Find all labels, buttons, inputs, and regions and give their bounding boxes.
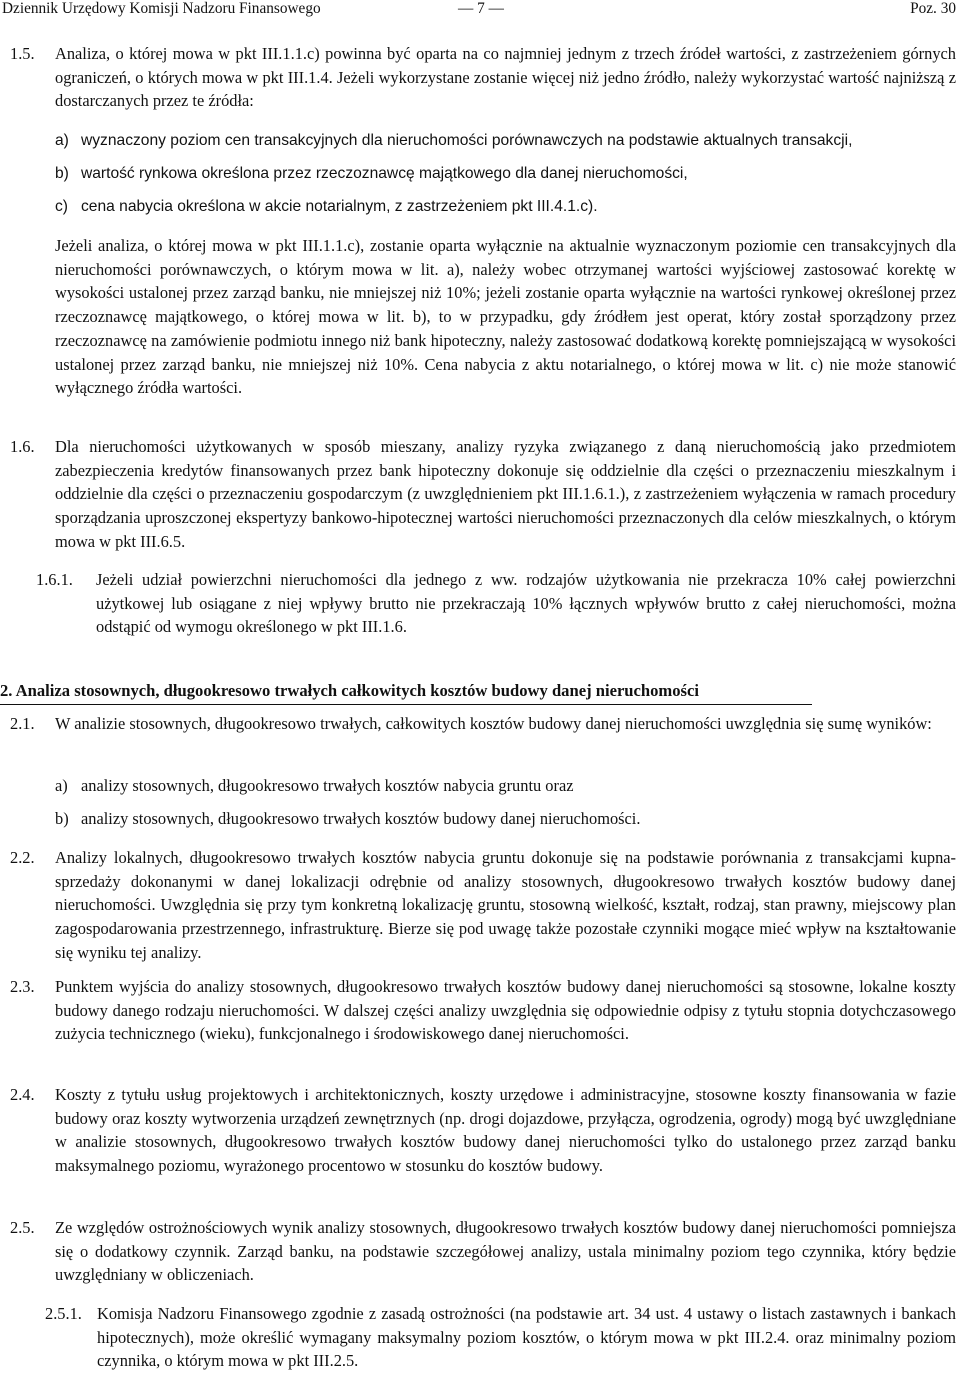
paragraph-number: 2.3. — [10, 977, 35, 996]
paragraph-1-5 — [10, 42, 956, 113]
paragraph-2-1 — [10, 712, 956, 736]
paragraph-1-6-1 — [36, 568, 956, 639]
list-text: wyznaczony poziom cen transakcyjnych dla nieruchomości porównawczych na podstawie aktualnych transakcji, — [81, 132, 853, 149]
paragraph-text: Jeżeli udział powierzchni nieruchomości dla jednego z ww. rodzajów użytkowania nie przekracza 10% całej powierzchni użytkowej lub osiągane z niej wpływy brutto nie przekraczają 10% łącznych wpływów brutto z całej nieruchomości, można odstąpić od wymogu określonego w pkt III.1.6. — [96, 570, 956, 637]
paragraph-number: 2.4. — [10, 1085, 35, 1104]
list-label: a) — [55, 132, 69, 149]
paragraph-text: Analizy lokalnych, długookresowo trwałych kosztów nabycia gruntu dokonuje się na podstawie porównania z transakcjami kupna-sprzedaży dokonanymi w danej lokalizacji odrębnie od analizy stosownych, długookresowo trwałych kosztów budowy danej nieruchomości. Uwzględnia się przy tym konkretną lokalizację gruntu, stosowną wielkość, kształt, rodzaj, stan prawny, miejscowy plan zagospodarowania przestrzennego, infrastrukturę. Bierze się pod uwagę także pozostałe czynniki mogące mieć wpływ na kształtowanie się wyniku tej analizy. — [55, 848, 956, 962]
list-text: analizy stosownych, długookresowo trwałych kosztów budowy danej nieruchomości. — [81, 809, 641, 828]
position-number: Poz. 30 — [910, 0, 956, 17]
list-label: c) — [55, 198, 68, 215]
paragraph-number: 1.5. — [10, 44, 35, 63]
paragraph-text: Koszty z tytułu usług projektowych i architektonicznych, koszty urzędowe i administracyjne, stosowne koszty finansowania w fazie budowy oraz koszty wytworzenia urządzeń zewnętrznych (np. drogi dojazdowe, przyłącza, ogrodzenia, ogrody) mogą być uwzględniane w analizie stosownych, długookresowo trwałych kosztów budowy danej nieruchomości tylko do ustalonego przez zarząd banku maksymalnego poziomu, wyrażonego procentowo w stosunku do kosztów budowy. — [55, 1085, 956, 1176]
paragraph-1-5-follow: Jeżeli analiza, o której mowa w pkt III.1.1.c), zostanie oparta wyłącznie na aktualnie wyznaczonym poziomie cen transakcyjnych dla nieruchomości porównawczych, o którym mowa w lit. a), należy wobec otrzymanej wartości wyjściowej zastosować korektę w wysokości ustalonej przez zarząd banku, nie mniejszej niż 10%; jeżeli zostanie oparta wyłącznie na wartości rynkowej określonej przez rzeczoznawcę majątkowego, o której mowa w lit. b), to w przypadku, gdy źródłem jest operat, który został sporządzony przez rzeczoznawcę na zamówienie podmiotu innego niż bank hipoteczny, należy zastosować dodatkową korektę pomniejszającą w wysokości ustalonej przez zarząd banku, nie mniejszej niż 10%. Cena nabycia z aktu notarialnego, o której mowa w lit. c) nie może stanowić wyłącznego źródła wartości. — [55, 236, 956, 398]
paragraph-number: 2.5.1. — [45, 1304, 82, 1323]
paragraph-1-6 — [10, 435, 956, 554]
paragraph-2-3 — [10, 975, 956, 1046]
paragraph-2-2 — [10, 846, 956, 965]
list-text: wartość rynkowa określona przez rzeczoznawcę majątkowego dla danej nieruchomości, — [81, 165, 688, 182]
paragraph-number: 2.5. — [10, 1218, 35, 1237]
paragraph-text: W analizie stosownych, długookresowo trwałych, całkowitych kosztów budowy danej nieruchomości uwzględnia się sumę wyników: — [55, 714, 932, 733]
paragraph-text: Komisja Nadzoru Finansowego zgodnie z zasadą ostrożności (na podstawie art. 34 ust. 4 ustawy o listach zastawnych i bankach hipotecznych), może określić wymagany maksymalny poziom kosztów, o którym mowa w pkt III.2.4. oraz minimalny poziom czynnika, o którym mowa w pkt III.2.5. — [97, 1304, 956, 1371]
page-number: — 7 — — [458, 0, 504, 17]
list-text: analizy stosownych, długookresowo trwałych kosztów nabycia gruntu oraz — [81, 776, 574, 795]
paragraph-number: 2.2. — [10, 848, 35, 867]
paragraph-text: Punktem wyjścia do analizy stosownych, długookresowo trwałych kosztów budowy danej nieruchomości są stosowne, lokalne koszty budowy danego rodzaju nieruchomości. W dalszej części analizy uwzględnia się odpowiednie odpisy z tytułu stopnia dotychczasowego zużycia technicznego (wieku), funkcjonalnego i środowiskowego danej nieruchomości. — [55, 977, 956, 1044]
list-label: a) — [55, 776, 68, 795]
list-item-a — [55, 129, 955, 153]
paragraph-number: 2.1. — [10, 714, 35, 733]
paragraph-number: 1.6. — [10, 437, 35, 456]
journal-title: Dziennik Urzędowy Komisji Nadzoru Finansowego — [2, 0, 321, 17]
page-header — [0, 0, 960, 22]
list-label: b) — [55, 165, 69, 182]
list-item-b — [55, 807, 955, 831]
list-item-a — [55, 774, 955, 798]
paragraph-text: Analiza, o której mowa w pkt III.1.1.c) powinna być oparta na co najmniej jednym z trzech źródeł wartości, z zastrzeżeniem górnych ograniczeń, o których mowa w pkt III.1.4. Jeżeli wykorzystane zostanie więcej niż jedno źródło, należy wykorzystać wartość najniższą z dostarczanych przez te źródła: — [55, 44, 956, 111]
section-title: 2. Analiza stosownych, długookresowo trwałych całkowitych kosztów budowy danej nieruchomości — [0, 679, 812, 705]
list-text: cena nabycia określona w akcie notarialnym, z zastrzeżeniem pkt III.4.1.c). — [81, 198, 598, 215]
paragraph-text: Dla nieruchomości użytkowanych w sposób mieszany, analizy ryzyka związanego z daną nieruchomością jako przedmiotem zabezpieczenia kredytów finansowanych przez bank hipoteczny dokonuje się oddzielnie dla części o przeznaczeniu mieszkalnym i oddzielnie dla części o przeznaczeniu gospodarczym (z uwzględnieniem pkt III.1.6.1.), z zastrzeżeniem wyłączenia w ramach procedury sporządzania uproszczonej ekspertyzy bankowo-hipotecznej wartości nieruchomości przeznaczonych dla celów mieszkalnych, o którym mowa w pkt III.6.5. — [55, 437, 956, 551]
list-item-c — [55, 195, 955, 219]
list-item-b — [55, 162, 955, 186]
list-label: b) — [55, 809, 69, 828]
paragraph-text: Ze względów ostrożnościowych wynik analizy stosownych, długookresowo trwałych kosztów budowy danej nieruchomości pomniejsza się o dodatkowy czynnik. Zarząd banku, na podstawie szczegółowej analizy, ustala minimalny poziom tego czynnika, który będzie uwzględniany w obliczeniach. — [55, 1218, 956, 1285]
paragraph-2-5-1 — [45, 1302, 956, 1373]
paragraph-number: 1.6.1. — [36, 570, 73, 589]
paragraph-2-5 — [10, 1216, 956, 1287]
paragraph-2-4 — [10, 1083, 956, 1178]
